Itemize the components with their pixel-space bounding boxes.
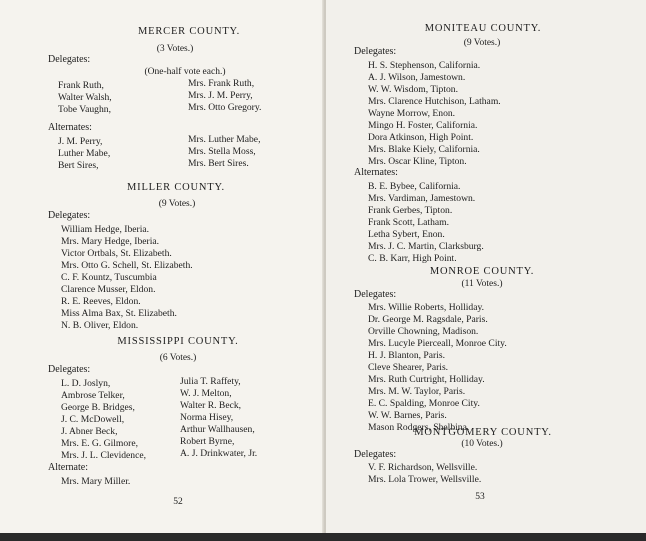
mercer-delegate: Walter Walsh, — [58, 92, 112, 103]
mississippi-delegate: Mrs. E. G. Gilmore, — [61, 438, 139, 449]
mercer-alternate: Mrs. Stella Moss, — [188, 146, 256, 157]
mercer-delegate: Frank Ruth, — [58, 80, 104, 91]
montgomery-delegates-label: Delegates: — [354, 449, 397, 460]
page-number-right: 53 — [475, 492, 485, 502]
mississippi-delegate: Ambrose Telker, — [61, 390, 125, 401]
miller-county-votes: (9 Votes.) — [158, 199, 196, 209]
mississippi-delegate: Mrs. J. L. Clevidence, — [61, 450, 146, 461]
monroe-county-title: MONROE COUNTY. — [429, 266, 535, 277]
moniteau-delegate: Dora Atkinson, High Point. — [368, 132, 474, 143]
mississippi-delegate: L. D. Joslyn, — [61, 378, 111, 389]
montgomery-delegate: V. F. Richardson, Wellsville. — [368, 462, 478, 473]
mercer-alternate: J. M. Perry, — [58, 136, 103, 147]
monroe-county-votes: (11 Votes.) — [461, 279, 503, 289]
mississippi-county-votes: (6 Votes.) — [159, 353, 197, 363]
moniteau-alternate: Frank Gerbes, Tipton. — [368, 205, 453, 216]
monroe-delegate: Cleve Shearer, Paris. — [368, 362, 449, 373]
mississippi-alternate: Mrs. Mary Miller. — [61, 476, 131, 487]
moniteau-alternates-label: Alternates: — [354, 167, 398, 178]
mississippi-delegate: J. Abner Beck, — [61, 426, 118, 437]
miller-delegates-label: Delegates: — [48, 210, 91, 221]
right-page — [326, 0, 646, 541]
scan-bottom-edge — [0, 533, 646, 541]
mercer-vote-note: (One-half vote each.) — [144, 67, 226, 77]
mercer-delegates-label: Delegates: — [48, 54, 91, 65]
miller-delegate: R. E. Reeves, Eldon. — [61, 296, 141, 307]
monroe-delegates-label: Delegates: — [354, 289, 397, 300]
mercer-alternate: Luther Mabe, — [58, 148, 111, 159]
moniteau-delegate: W. W. Wisdom, Tipton. — [368, 84, 458, 95]
monroe-delegate: H. J. Blanton, Paris. — [368, 350, 446, 361]
moniteau-alternate: C. B. Karr, High Point. — [368, 253, 457, 264]
mississippi-delegate: George B. Bridges, — [61, 402, 135, 413]
mississippi-delegate: Julia T. Raffety, — [180, 376, 241, 387]
mississippi-delegate: Robert Byrne, — [180, 436, 235, 447]
moniteau-county-title: MONITEAU COUNTY. — [424, 23, 542, 34]
moniteau-county-votes: (9 Votes.) — [463, 38, 501, 48]
miller-delegate: Mrs. Otto G. Schell, St. Elizabeth. — [61, 260, 193, 271]
mississippi-alternate-label: Alternate: — [48, 462, 88, 473]
moniteau-delegate: H. S. Stephenson, California. — [368, 60, 481, 71]
miller-delegate: N. B. Oliver, Eldon. — [61, 320, 139, 331]
mercer-delegate: Mrs. Frank Ruth, — [188, 78, 255, 89]
mercer-alternate: Bert Sires, — [58, 160, 99, 171]
mercer-delegate: Tobe Vaughn, — [58, 104, 111, 115]
mercer-delegate: Mrs. Otto Gregory. — [188, 102, 262, 113]
monroe-delegate: Mrs. Lucyle Pierceall, Monroe City. — [368, 338, 507, 349]
montgomery-county-votes: (10 Votes.) — [461, 439, 503, 449]
moniteau-alternate: Mrs. J. C. Martin, Clarksburg. — [368, 241, 484, 252]
montgomery-delegate: Mrs. Lola Trower, Wellsville. — [368, 474, 482, 485]
mississippi-delegates-label: Delegates: — [48, 364, 91, 375]
monroe-delegate: Mrs. Willie Roberts, Holliday. — [368, 302, 485, 313]
miller-delegate: Mrs. Mary Hedge, Iberia. — [61, 236, 160, 247]
montgomery-county-title: MONTGOMERY COUNTY. — [414, 427, 552, 438]
monroe-delegate: Mrs. Ruth Curtright, Holliday. — [368, 374, 485, 385]
moniteau-delegates-label: Delegates: — [354, 46, 397, 57]
page-number-left: 52 — [173, 497, 183, 507]
mercer-delegate: Mrs. J. M. Perry, — [188, 90, 253, 101]
miller-delegate: Clarence Musser, Eldon. — [61, 284, 156, 295]
monroe-delegate: Orville Chowning, Madison. — [368, 326, 479, 337]
mississippi-delegate: Walter R. Beck, — [180, 400, 242, 411]
moniteau-delegate: Wayne Morrow, Enon. — [368, 108, 456, 119]
miller-delegate: William Hedge, Iberia. — [61, 224, 150, 235]
monroe-delegate: Mrs. M. W. Taylor, Paris. — [368, 386, 466, 397]
mercer-alternate: Mrs. Bert Sires. — [188, 158, 249, 169]
mississippi-delegate: A. J. Drinkwater, Jr. — [180, 448, 258, 459]
monroe-delegate: Mason Rodgers, Shelbina. — [368, 422, 470, 433]
moniteau-delegate: A. J. Wilson, Jamestown. — [368, 72, 466, 83]
mississippi-delegate: W. J. Melton, — [180, 388, 232, 399]
moniteau-alternate: Frank Scott, Latham. — [368, 217, 449, 228]
monroe-delegate: Dr. George M. Ragsdale, Paris. — [368, 314, 488, 325]
mercer-alternates-label: Alternates: — [48, 122, 92, 133]
mercer-alternate: Mrs. Luther Mabe, — [188, 134, 261, 145]
moniteau-alternate: B. E. Bybee, California. — [368, 181, 461, 192]
moniteau-delegate: Mingo H. Foster, California. — [368, 120, 478, 131]
miller-delegate: Miss Alma Bax, St. Elizabeth. — [61, 308, 177, 319]
moniteau-delegate: Mrs. Blake Kiely, California. — [368, 144, 480, 155]
mississippi-county-title: MISSISSIPPI COUNTY. — [117, 336, 239, 347]
mississippi-delegate: Arthur Wallhausen, — [180, 424, 255, 435]
moniteau-delegate: Mrs. Clarence Hutchison, Latham. — [368, 96, 501, 107]
moniteau-alternate: Letha Sybert, Enon. — [368, 229, 445, 240]
monroe-delegate: E. C. Spalding, Monroe City. — [368, 398, 480, 409]
miller-county-title: MILLER COUNTY. — [127, 182, 225, 193]
mercer-county-votes: (3 Votes.) — [156, 44, 194, 54]
miller-delegate: C. F. Kountz, Tuscumbia — [61, 272, 157, 283]
mississippi-delegate: Norma Hisey, — [180, 412, 234, 423]
monroe-delegate: W. W. Barnes, Paris. — [368, 410, 447, 421]
moniteau-delegate: Mrs. Oscar Kline, Tipton. — [368, 156, 467, 167]
moniteau-alternate: Mrs. Vardiman, Jamestown. — [368, 193, 476, 204]
mercer-county-title: MERCER COUNTY. — [137, 26, 241, 37]
miller-delegate: Victor Ortbals, St. Elizabeth. — [61, 248, 172, 259]
mississippi-delegate: J. C. McDowell, — [61, 414, 125, 425]
